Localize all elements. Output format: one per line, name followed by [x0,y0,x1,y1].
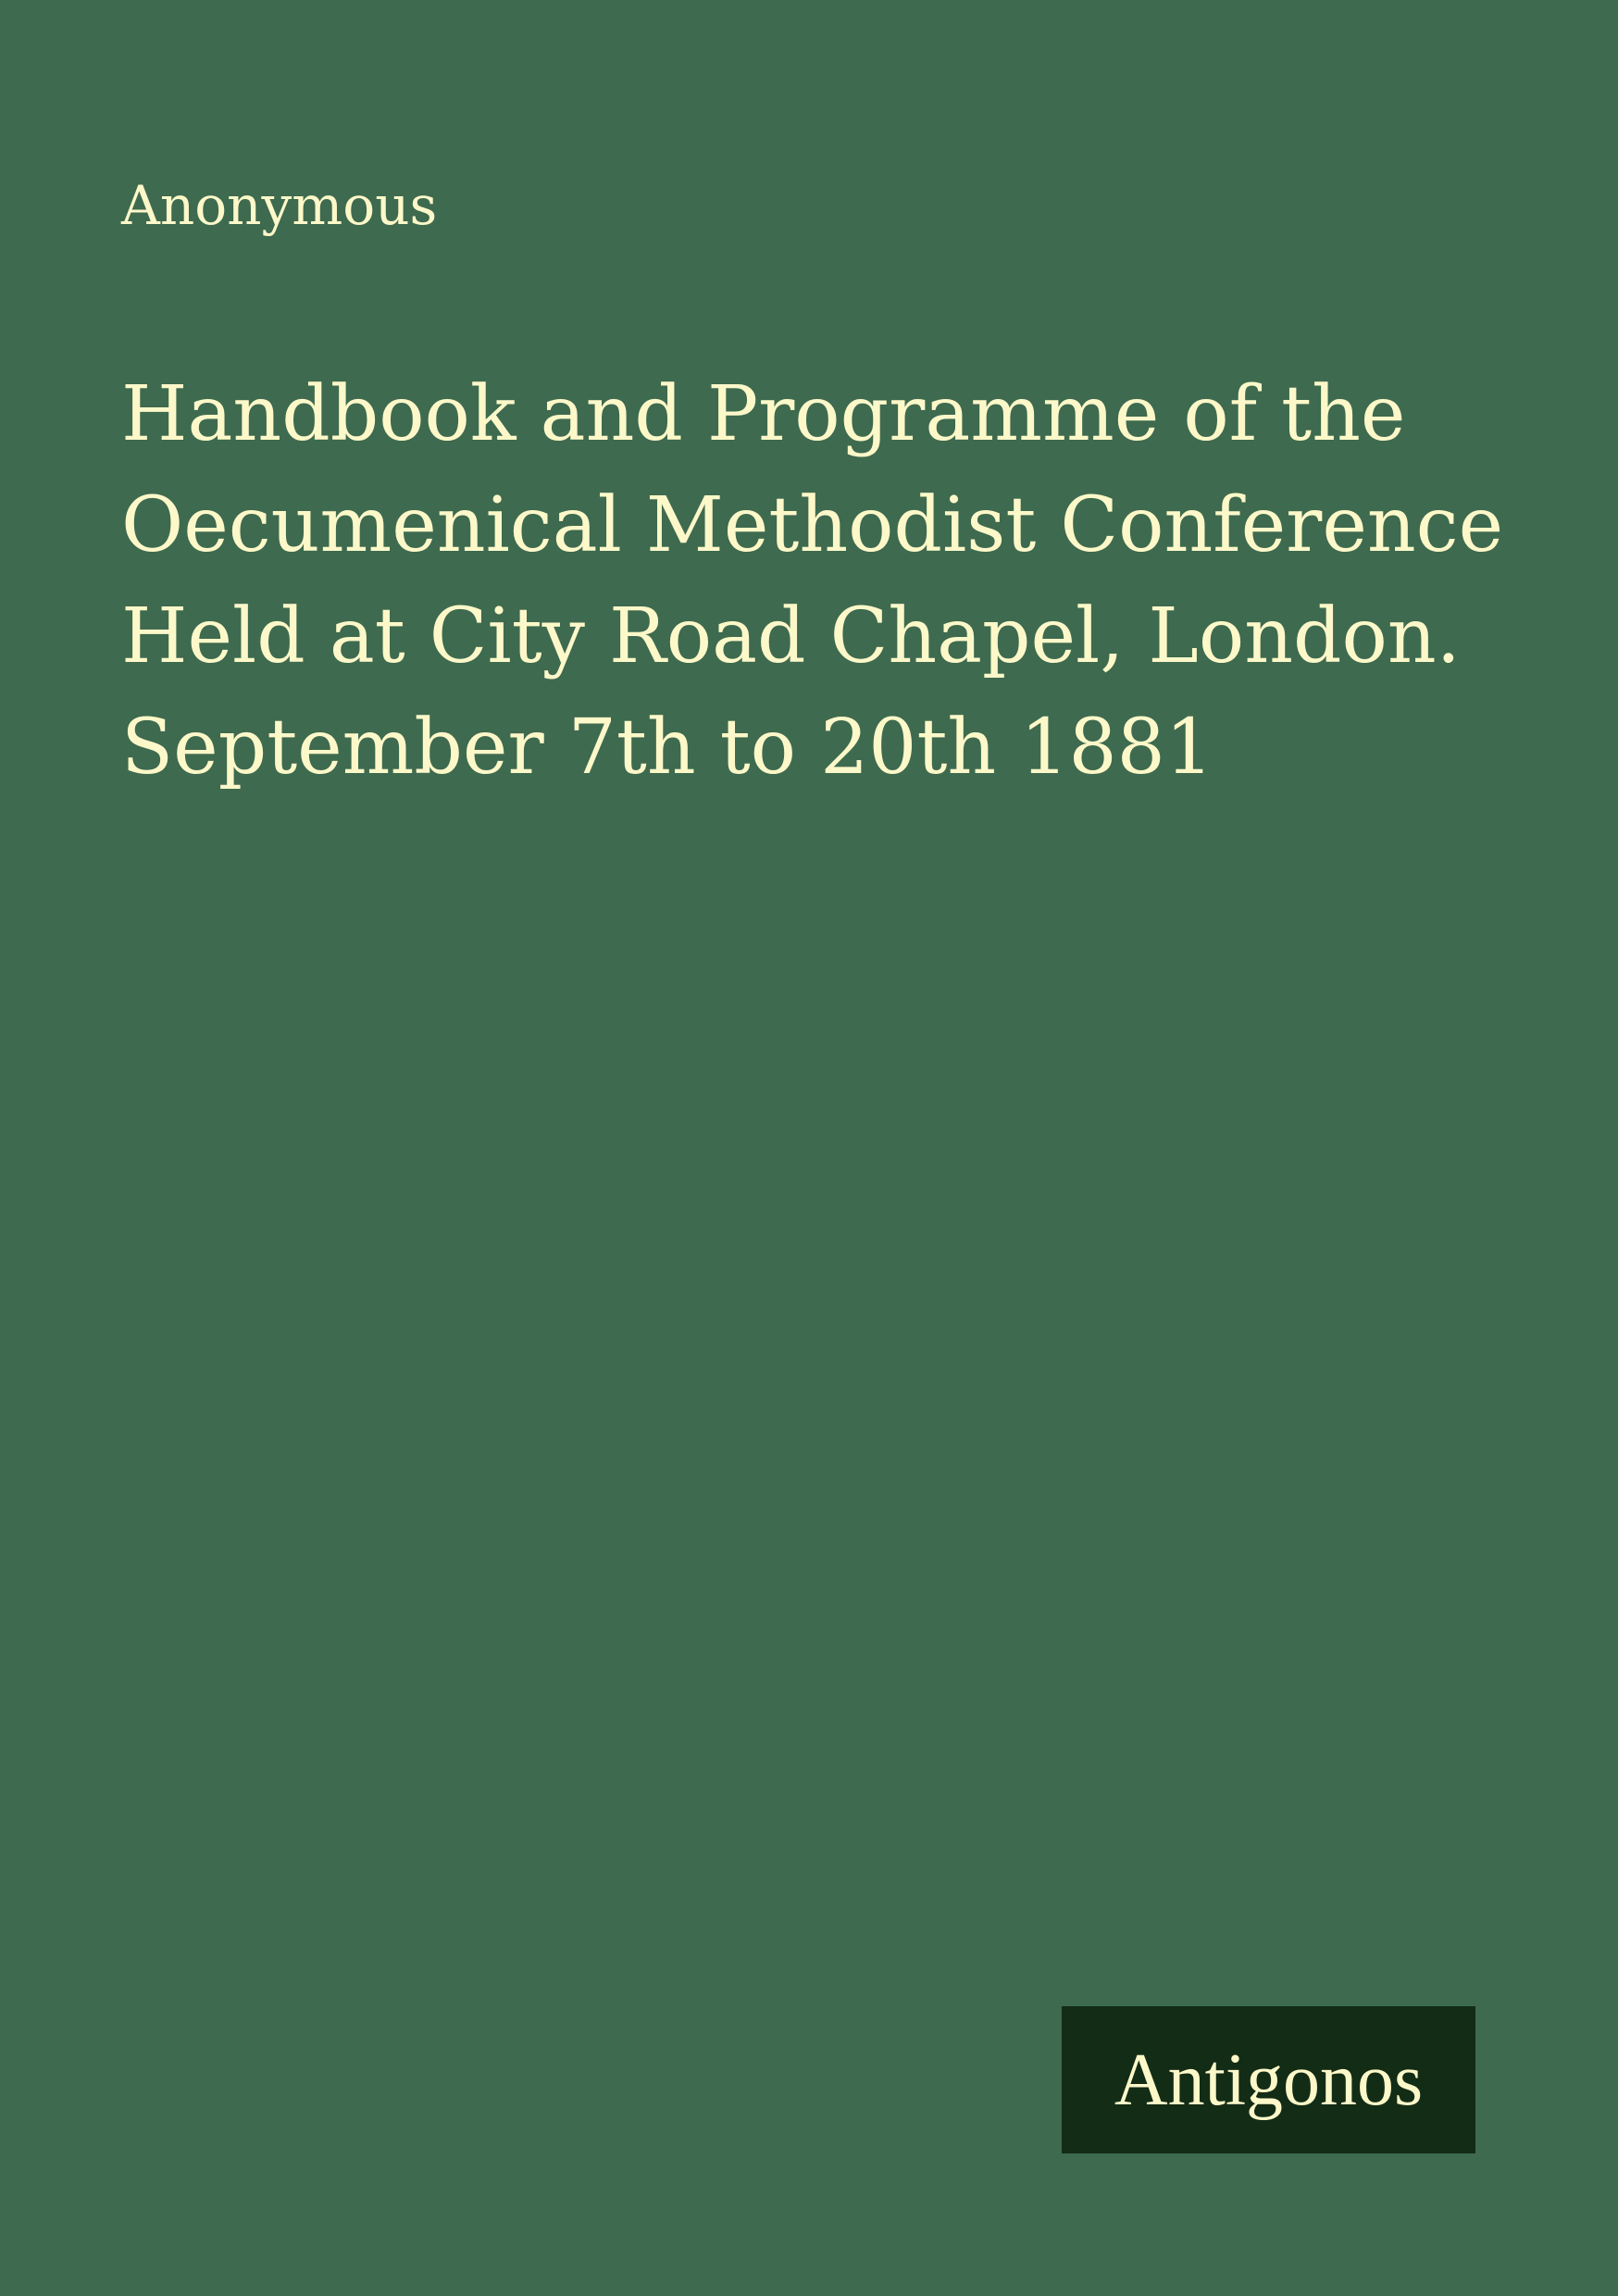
author-name: Anonymous [121,174,438,237]
title-line: Handbook and Programme of the [121,370,1406,458]
title-line: Oecumenical Methodist Conference [121,481,1504,569]
title-line: September 7th to 20th 1881 [121,704,1214,792]
book-title [121,359,1504,804]
title-line: Held at City Road Chapel, London. [121,593,1461,680]
publisher-logo [1062,2006,1475,2153]
publisher-name: Antigonos [1114,2039,1424,2121]
